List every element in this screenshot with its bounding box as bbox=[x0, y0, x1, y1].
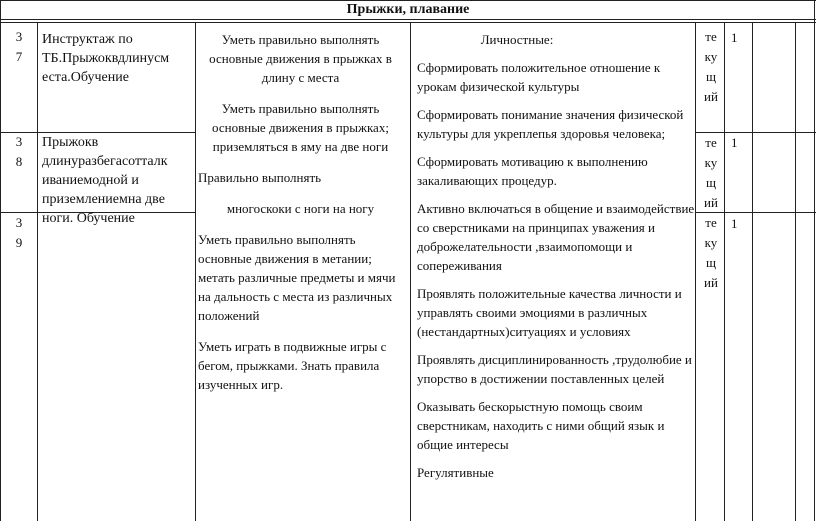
skill-item: Правильно выполнять bbox=[198, 170, 322, 185]
control-text: щ bbox=[705, 255, 716, 270]
col-border-3 bbox=[410, 22, 411, 521]
row-2-number bbox=[8, 132, 30, 172]
personal-heading: Личностные: bbox=[480, 32, 554, 47]
col-border-1 bbox=[37, 22, 38, 521]
header-bottom-border-2 bbox=[0, 22, 816, 23]
skill-item: Уметь правильно выполнять основные движения в метании; метать различные предметы и мячи на дальность с места из различных положений bbox=[198, 232, 396, 323]
col-border-end bbox=[814, 0, 815, 521]
control-text: те bbox=[705, 215, 717, 230]
personal-item: Сформировать положительное отношение к урокам физической культуры bbox=[417, 60, 661, 94]
row-2-hours: 1 bbox=[731, 135, 738, 150]
col-border-6 bbox=[752, 22, 753, 521]
row-3-control-type bbox=[700, 213, 722, 293]
row-3-number-a: 3 bbox=[15, 215, 23, 230]
col-border-2 bbox=[195, 22, 196, 521]
personal-item: Сформировать мотивацию к выполнению закаливающих процедур. bbox=[417, 154, 648, 188]
col-border-7 bbox=[795, 22, 796, 521]
row-1-number-a: 3 bbox=[15, 29, 23, 44]
row-3-hours: 1 bbox=[731, 216, 738, 231]
skills-column bbox=[198, 30, 403, 394]
row-2-number-b: 8 bbox=[15, 154, 23, 169]
skill-item: многоскоки с ноги на ногу bbox=[226, 201, 375, 216]
control-text: ий bbox=[704, 195, 718, 210]
personal-item: Активно включаться в общение и взаимодействие со сверстниками на принципах уважения и доброжелательности ,взаимопомощи и сопереживания bbox=[417, 201, 695, 273]
control-text: ий bbox=[704, 275, 718, 290]
row-1-control-type bbox=[700, 27, 722, 107]
control-text: ку bbox=[704, 235, 718, 250]
control-text: те bbox=[705, 135, 717, 150]
personal-item: Сформировать понимание значения физической культуры для укреплепья здоровья человека; bbox=[417, 107, 684, 141]
row-3-number bbox=[8, 213, 30, 253]
skill-item: Уметь правильно выполнять основные движения в прыжках в длину с места bbox=[209, 32, 392, 85]
header-bottom-border bbox=[0, 19, 816, 20]
row-3-number-b: 9 bbox=[15, 235, 23, 250]
col-border-4 bbox=[695, 22, 696, 521]
personal-item: Оказывать бескорыстную помощь своим сверстникам, находить с ними общий язык и общие интересы bbox=[417, 399, 665, 452]
control-text: ку bbox=[704, 49, 718, 64]
section-title: Прыжки, плавание bbox=[346, 2, 470, 17]
control-text: ий bbox=[704, 89, 718, 104]
row-2-lesson-topic: Прыжокв длинуразбегасотталк иваниемодной и приземлениемна две ноги. Обучение bbox=[42, 135, 168, 226]
row-1-lesson-topic: Инструктаж по ТБ.Прыжоквдлинусм еста.Обучение bbox=[42, 32, 170, 85]
control-text: щ bbox=[705, 69, 716, 84]
personal-item: Проявлять дисциплинированность ,трудолюбие и упорство в достижении поставленных целей bbox=[417, 352, 692, 386]
row-2-number-a: 3 bbox=[15, 134, 23, 149]
col-border-5 bbox=[724, 22, 725, 521]
personal-item: Проявлять положительные качества личности и управлять своими эмоциями в различных (нестандартных)ситуациях и условиях bbox=[417, 286, 682, 339]
control-text: те bbox=[705, 29, 717, 44]
row-1-number bbox=[8, 27, 30, 67]
personal-results-column bbox=[417, 30, 695, 482]
skill-item: Уметь правильно выполнять основные движения в прыжках; приземляться в яму на две ноги bbox=[212, 101, 389, 154]
row-1-hours: 1 bbox=[731, 30, 738, 45]
control-text: ку bbox=[704, 155, 718, 170]
row-2-control-type bbox=[700, 133, 722, 213]
skill-item: Уметь играть в подвижные игры с бегом, прыжками. Знать правила изученных игр. bbox=[198, 339, 387, 392]
table-top-border bbox=[0, 0, 816, 1]
control-text: щ bbox=[705, 175, 716, 190]
personal-item: Регулятивные bbox=[417, 465, 494, 480]
col-border-0 bbox=[0, 0, 1, 521]
row-1-number-b: 7 bbox=[15, 49, 23, 64]
